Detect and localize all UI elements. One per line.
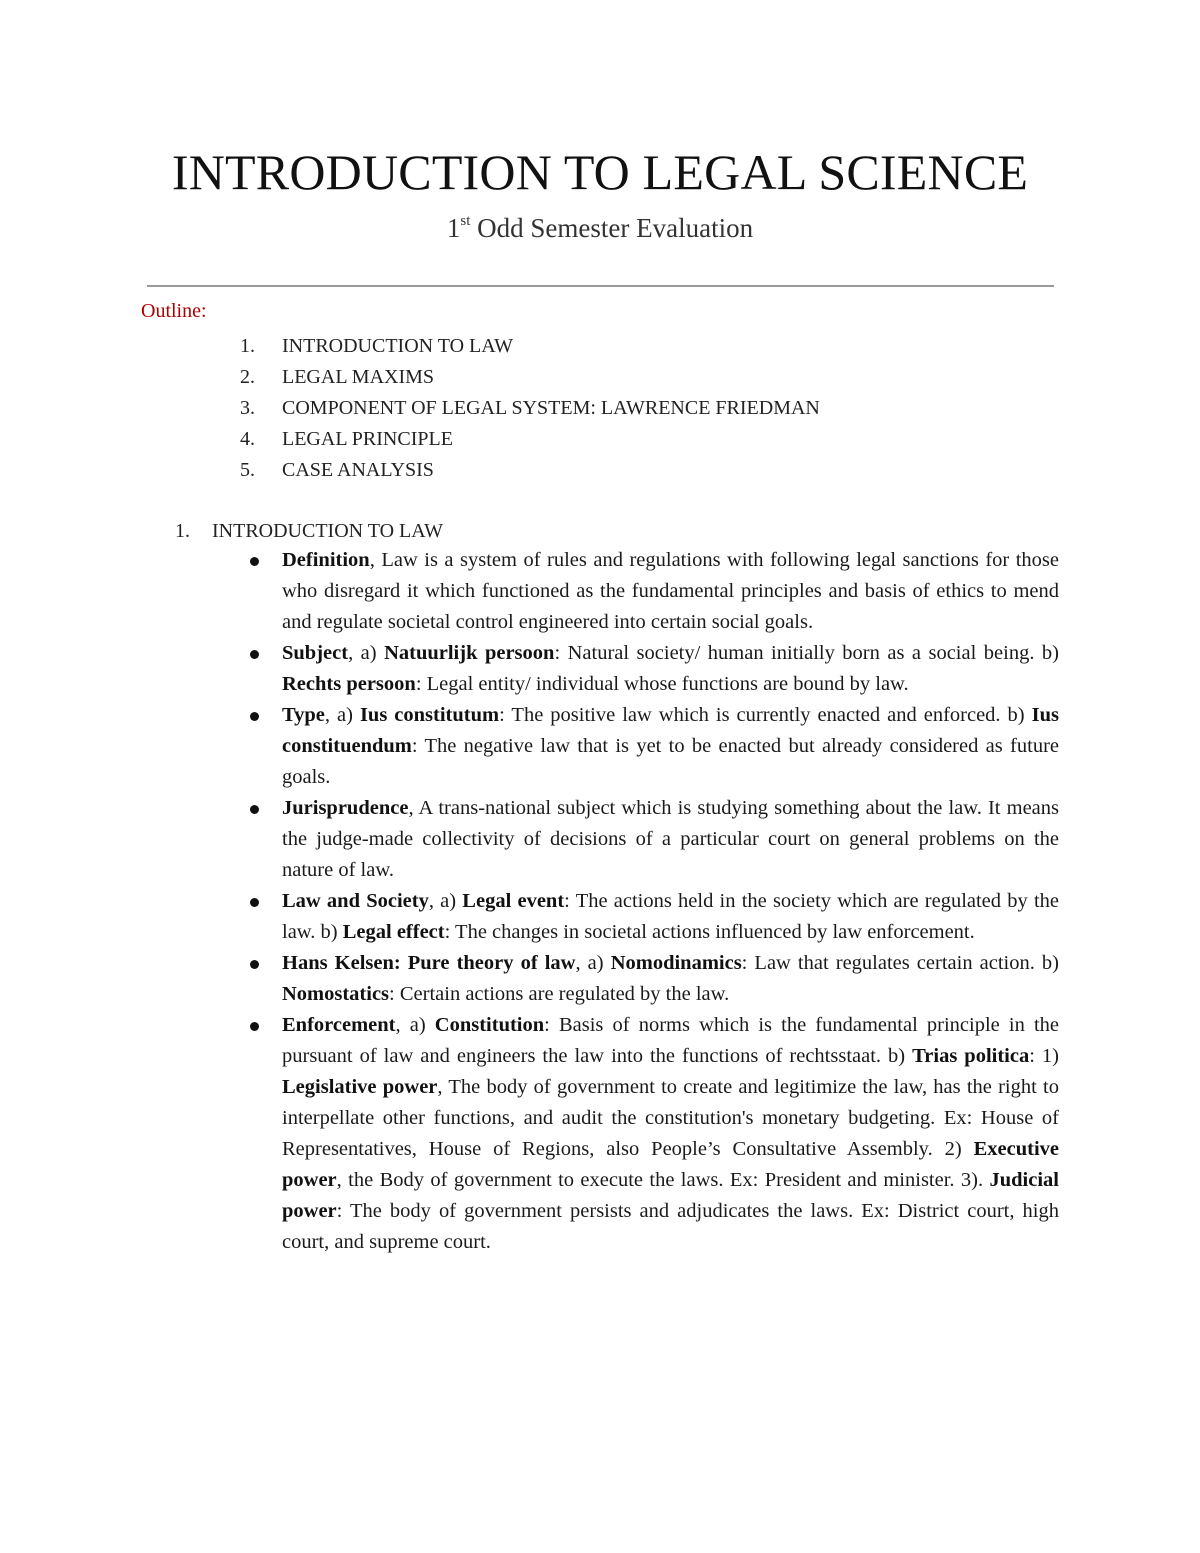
- outline-item-number: 2.: [240, 366, 255, 388]
- document-subtitle: [0, 205, 1200, 246]
- bullet-dot-icon: [250, 650, 259, 659]
- bullet-text: : The changes in societal actions influenced by law enforcement.: [444, 921, 975, 943]
- bullet-text: , a): [395, 1014, 435, 1036]
- outline-item-number: 5.: [240, 459, 255, 481]
- bullet-text: : Certain actions are regulated by the law.: [389, 983, 730, 1005]
- outline-item-text: COMPONENT OF LEGAL SYSTEM: LAWRENCE FRIEDMAN: [282, 397, 820, 419]
- bullet-text: : The actions held in the society which are regulated by the law. b): [282, 890, 1059, 943]
- bullet-dot-icon: [250, 557, 259, 566]
- bullet-dot-icon: [250, 898, 259, 907]
- bullet-text: : Law that regulates certain action. b): [741, 952, 1059, 974]
- bullet-term: Legal event: [462, 890, 565, 912]
- outline-item: [240, 455, 820, 486]
- bullet-dot-icon: [250, 960, 259, 969]
- bullet-term: Enforcement: [282, 1014, 396, 1036]
- outline-item: [240, 393, 820, 424]
- bullet-item-enforcement: [247, 1010, 1059, 1258]
- bullet-dot-icon: [250, 1022, 259, 1031]
- bullet-term: Constitution: [434, 1014, 545, 1036]
- bullet-text: , The body of government to create and legitimize the law, has the right to interpellate other functions, and audit the constitution's monetary budgeting. Ex: House of Representatives, House of Regions, also People’s Consultative Assembly. 2): [282, 1076, 1059, 1160]
- bullet-list: [247, 545, 1059, 1258]
- outline-item-text: LEGAL PRINCIPLE: [282, 428, 453, 450]
- bullet-text: : Natural society/ human initially born as a social being. b): [554, 642, 1059, 664]
- bullet-term: Legal effect: [342, 921, 445, 943]
- bullet-term: Law and Society: [282, 890, 429, 912]
- bullet-term: Trias politica: [912, 1045, 1030, 1067]
- bullet-text: , the Body of government to execute the laws. Ex: President and minister. 3).: [336, 1169, 990, 1191]
- outline-item-number: 3.: [240, 397, 255, 419]
- bullet-item-law-and-society: [247, 886, 1059, 948]
- bullet-text: , a): [324, 704, 360, 726]
- bullet-item-jurisprudence: [247, 793, 1059, 886]
- bullet-text: : The body of government persists and adjudicates the laws. Ex: District court, high court, and supreme court.: [282, 1200, 1059, 1253]
- bullet-item-hans-kelsen: [247, 948, 1059, 1010]
- bullet-text: , a): [348, 642, 385, 664]
- bullet-term: Definition: [282, 549, 370, 571]
- outline-list: [240, 331, 820, 486]
- bullet-term: Legislative power: [282, 1076, 438, 1098]
- section-heading: [175, 517, 443, 545]
- outline-label: Outline:: [141, 300, 207, 322]
- horizontal-divider: [147, 285, 1054, 287]
- bullet-term: Type: [282, 704, 325, 726]
- bullet-dot-icon: [250, 712, 259, 721]
- outline-item: [240, 424, 820, 455]
- outline-item-text: INTRODUCTION TO LAW: [282, 335, 513, 357]
- subtitle-number: 1: [446, 213, 461, 243]
- bullet-term: Rechts persoon: [282, 673, 416, 695]
- bullet-text: : The positive law which is currently enacted and enforced. b): [499, 704, 1032, 726]
- bullet-term: Jurisprudence: [282, 797, 409, 819]
- outline-item: [240, 362, 820, 393]
- bullet-term: Judicial power: [282, 1169, 1059, 1222]
- bullet-dot-icon: [250, 805, 259, 814]
- bullet-term: Executive power: [282, 1138, 1059, 1191]
- outline-item-text: LEGAL MAXIMS: [282, 366, 435, 388]
- bullet-term: Nomostatics: [282, 983, 390, 1005]
- bullet-text: , a): [428, 890, 463, 912]
- bullet-term: Ius constitutum: [359, 704, 500, 726]
- bullet-text: : Basis of norms which is the fundamental principle in the pursuant of law and engineers the law into the functions of rechtsstaat. b): [282, 1014, 1059, 1067]
- outline-item: [240, 331, 820, 362]
- outline-item-text: CASE ANALYSIS: [282, 459, 434, 481]
- bullet-term: Subject: [282, 642, 349, 664]
- subtitle-text: Odd Semester Evaluation: [470, 213, 754, 243]
- section-number: 1.: [175, 520, 190, 542]
- bullet-term: Natuurlijk persoon: [384, 642, 555, 664]
- bullet-term: Ius constituendum: [282, 704, 1059, 757]
- outline-item-number: 4.: [240, 428, 255, 450]
- bullet-text: : 1): [1029, 1045, 1059, 1067]
- section-title: INTRODUCTION TO LAW: [212, 520, 443, 542]
- bullet-text: , Law is a system of rules and regulations with following legal sanctions for those who disregard it which functioned as the fundamental principles and basis of ethics to mend and regulate societal control engineered into certain social goals.: [282, 549, 1059, 633]
- document-title: INTRODUCTION TO LEGAL SCIENCE: [171, 144, 1029, 200]
- bullet-text: , a): [575, 952, 611, 974]
- bullet-item-subject: [247, 638, 1059, 700]
- bullet-term: Nomodinamics: [610, 952, 742, 974]
- subtitle-ordinal-suffix: st: [460, 213, 471, 229]
- bullet-text: : Legal entity/ individual whose functions are bound by law.: [415, 673, 909, 695]
- bullet-item-definition: [247, 545, 1059, 638]
- bullet-item-type: [247, 700, 1059, 793]
- bullet-text: , A trans-national subject which is studying something about the law. It means the judge-made collectivity of decisions of a particular court on general problems on the nature of law.: [282, 797, 1059, 881]
- bullet-text: : The negative law that is yet to be enacted but already considered as future goals.: [282, 735, 1059, 788]
- outline-item-number: 1.: [240, 335, 255, 357]
- bullet-term: Hans Kelsen: Pure theory of law: [282, 952, 576, 974]
